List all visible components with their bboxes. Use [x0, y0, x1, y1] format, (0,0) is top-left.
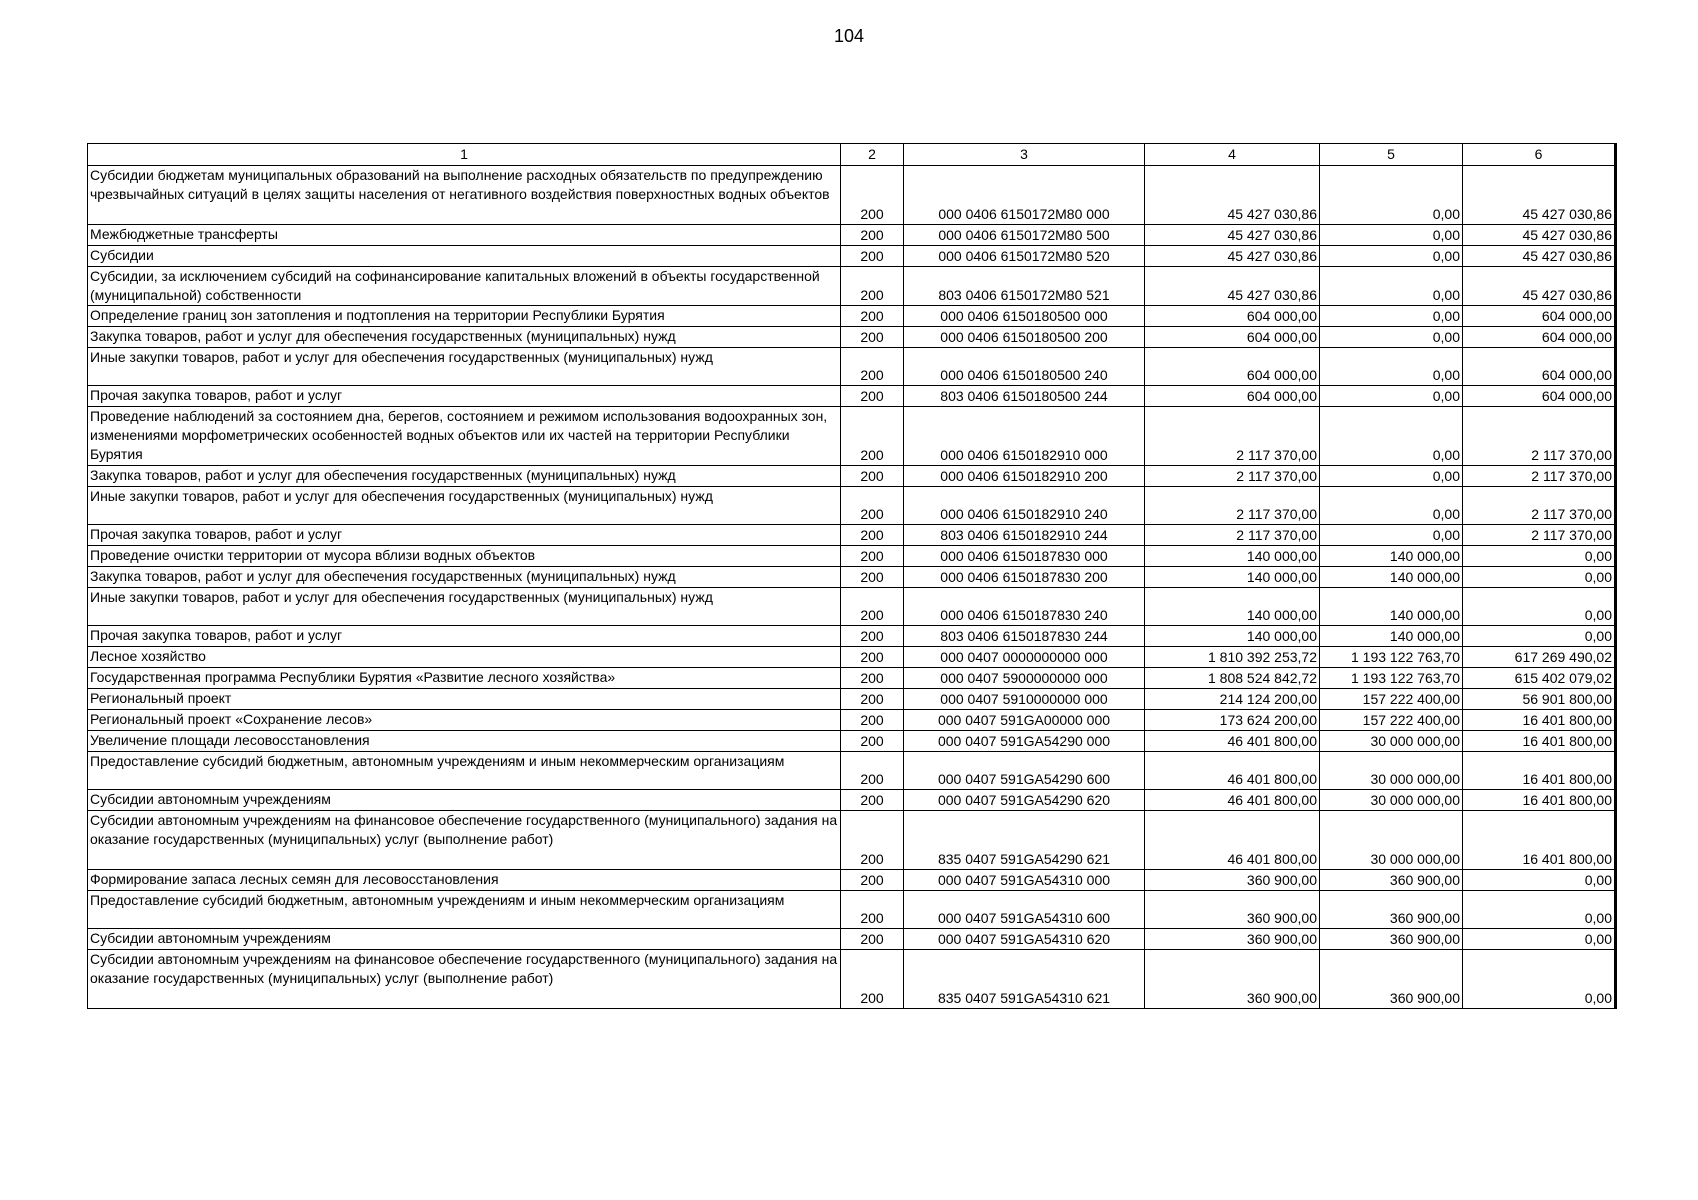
row-name: Закупка товаров, работ и услуг для обеспечения государственных (муниципальных) нужд — [88, 327, 841, 348]
row-value-col6: 45 427 030,86 — [1463, 225, 1616, 246]
row-admin-code: 200 — [841, 348, 904, 386]
row-admin-code: 200 — [841, 929, 904, 950]
row-value-col4: 45 427 030,86 — [1145, 166, 1320, 225]
row-budget-code: 000 0407 591GA54290 000 — [904, 731, 1145, 752]
row-value-col6: 2 117 370,00 — [1463, 525, 1616, 546]
row-value-col6: 45 427 030,86 — [1463, 166, 1616, 225]
table-row — [88, 752, 1616, 790]
row-name: Иные закупки товаров, работ и услуг для обеспечения государственных (муниципальных) нужд — [88, 348, 841, 386]
row-value-col6: 2 117 370,00 — [1463, 466, 1616, 487]
row-admin-code: 200 — [841, 668, 904, 689]
row-budget-code: 000 0407 591GA54310 000 — [904, 870, 1145, 891]
row-budget-code: 000 0406 6150180500 240 — [904, 348, 1145, 386]
row-admin-code: 200 — [841, 891, 904, 929]
row-value-col4: 1 810 392 253,72 — [1145, 647, 1320, 668]
row-value-col4: 173 624 200,00 — [1145, 710, 1320, 731]
row-value-col4: 360 900,00 — [1145, 891, 1320, 929]
row-value-col6: 604 000,00 — [1463, 327, 1616, 348]
row-budget-code: 000 0406 6150172M80 000 — [904, 166, 1145, 225]
row-value-col6: 2 117 370,00 — [1463, 407, 1616, 466]
row-value-col4: 2 117 370,00 — [1145, 525, 1320, 546]
row-value-col6: 0,00 — [1463, 546, 1616, 567]
row-value-col4: 360 900,00 — [1145, 929, 1320, 950]
row-value-col5: 157 222 400,00 — [1320, 689, 1463, 710]
row-value-col4: 604 000,00 — [1145, 306, 1320, 327]
table-row — [88, 166, 1616, 225]
row-budget-code: 000 0406 6150182910 200 — [904, 466, 1145, 487]
row-value-col5: 0,00 — [1320, 407, 1463, 466]
table-row — [88, 386, 1616, 407]
row-value-col4: 46 401 800,00 — [1145, 731, 1320, 752]
column-number-row — [88, 144, 1616, 166]
row-admin-code: 200 — [841, 626, 904, 647]
row-admin-code: 200 — [841, 588, 904, 626]
row-admin-code: 200 — [841, 870, 904, 891]
row-name: Прочая закупка товаров, работ и услуг — [88, 626, 841, 647]
row-value-col6: 16 401 800,00 — [1463, 710, 1616, 731]
row-value-col5: 360 900,00 — [1320, 929, 1463, 950]
column-header: 6 — [1463, 144, 1616, 166]
row-budget-code: 803 0406 6150182910 244 — [904, 525, 1145, 546]
row-value-col6: 604 000,00 — [1463, 348, 1616, 386]
row-name: Региональный проект «Сохранение лесов» — [88, 710, 841, 731]
row-value-col6: 45 427 030,86 — [1463, 246, 1616, 267]
row-value-col6: 16 401 800,00 — [1463, 811, 1616, 870]
table-row — [88, 870, 1616, 891]
row-value-col5: 360 900,00 — [1320, 870, 1463, 891]
row-value-col6: 45 427 030,86 — [1463, 267, 1616, 306]
row-value-col6: 0,00 — [1463, 626, 1616, 647]
row-value-col5: 1 193 122 763,70 — [1320, 647, 1463, 668]
table-row — [88, 929, 1616, 950]
row-value-col5: 30 000 000,00 — [1320, 790, 1463, 811]
row-value-col4: 604 000,00 — [1145, 348, 1320, 386]
row-value-col4: 140 000,00 — [1145, 567, 1320, 588]
table-row — [88, 668, 1616, 689]
row-admin-code: 200 — [841, 327, 904, 348]
row-value-col5: 0,00 — [1320, 348, 1463, 386]
table-row — [88, 246, 1616, 267]
column-header: 3 — [904, 144, 1145, 166]
table-row — [88, 487, 1616, 525]
row-name: Проведение наблюдений за состоянием дна, берегов, состоянием и режимом использования водоохранных зон, изменениями морфометрических особенностей водных объектов или их частей на территории Республики Бурятия — [88, 407, 841, 466]
row-name: Субсидии автономным учреждениям — [88, 790, 841, 811]
table-row — [88, 327, 1616, 348]
row-admin-code: 200 — [841, 166, 904, 225]
row-budget-code: 000 0407 591GA54310 620 — [904, 929, 1145, 950]
row-value-col6: 16 401 800,00 — [1463, 731, 1616, 752]
row-name: Иные закупки товаров, работ и услуг для обеспечения государственных (муниципальных) нужд — [88, 588, 841, 626]
row-value-col6: 604 000,00 — [1463, 386, 1616, 407]
row-name: Закупка товаров, работ и услуг для обеспечения государственных (муниципальных) нужд — [88, 466, 841, 487]
row-budget-code: 000 0406 6150187830 000 — [904, 546, 1145, 567]
row-budget-code: 000 0407 5900000000 000 — [904, 668, 1145, 689]
row-value-col5: 157 222 400,00 — [1320, 710, 1463, 731]
row-value-col4: 45 427 030,86 — [1145, 267, 1320, 306]
row-admin-code: 200 — [841, 790, 904, 811]
row-value-col4: 360 900,00 — [1145, 870, 1320, 891]
row-admin-code: 200 — [841, 811, 904, 870]
column-header: 4 — [1145, 144, 1320, 166]
row-value-col5: 0,00 — [1320, 487, 1463, 525]
row-admin-code: 200 — [841, 525, 904, 546]
row-value-col6: 0,00 — [1463, 891, 1616, 929]
row-value-col5: 140 000,00 — [1320, 567, 1463, 588]
row-value-col6: 56 901 800,00 — [1463, 689, 1616, 710]
table-row — [88, 950, 1616, 1009]
row-admin-code: 200 — [841, 546, 904, 567]
table-row — [88, 647, 1616, 668]
row-name: Субсидии, за исключением субсидий на софинансирование капитальных вложений в объекты государственной (муниципальной) собственности — [88, 267, 841, 306]
row-value-col5: 360 900,00 — [1320, 891, 1463, 929]
row-admin-code: 200 — [841, 487, 904, 525]
row-name: Предоставление субсидий бюджетным, автономным учреждениям и иным некоммерческим организациям — [88, 752, 841, 790]
row-value-col4: 1 808 524 842,72 — [1145, 668, 1320, 689]
row-value-col4: 2 117 370,00 — [1145, 407, 1320, 466]
row-budget-code: 000 0406 6150182910 000 — [904, 407, 1145, 466]
row-budget-code: 803 0406 6150180500 244 — [904, 386, 1145, 407]
row-admin-code: 200 — [841, 950, 904, 1009]
row-value-col4: 46 401 800,00 — [1145, 811, 1320, 870]
row-admin-code: 200 — [841, 225, 904, 246]
row-budget-code: 000 0407 591GA54290 600 — [904, 752, 1145, 790]
table-row — [88, 689, 1616, 710]
row-budget-code: 000 0406 6150187830 200 — [904, 567, 1145, 588]
row-name: Субсидии автономным учреждениям на финансовое обеспечение государственного (муниципального) задания на оказание государственных (муниципальных) услуг (выполнение работ) — [88, 950, 841, 1009]
table-row — [88, 811, 1616, 870]
row-name: Субсидии — [88, 246, 841, 267]
table-row — [88, 267, 1616, 306]
row-admin-code: 200 — [841, 647, 904, 668]
row-admin-code: 200 — [841, 267, 904, 306]
row-name: Лесное хозяйство — [88, 647, 841, 668]
row-value-col5: 140 000,00 — [1320, 588, 1463, 626]
table-row — [88, 891, 1616, 929]
row-value-col5: 0,00 — [1320, 327, 1463, 348]
row-value-col5: 140 000,00 — [1320, 626, 1463, 647]
row-name: Прочая закупка товаров, работ и услуг — [88, 525, 841, 546]
column-header: 2 — [841, 144, 904, 166]
row-value-col4: 45 427 030,86 — [1145, 225, 1320, 246]
row-name: Формирование запаса лесных семян для лесовосстановления — [88, 870, 841, 891]
row-value-col4: 2 117 370,00 — [1145, 466, 1320, 487]
row-budget-code: 000 0406 6150187830 240 — [904, 588, 1145, 626]
row-value-col4: 140 000,00 — [1145, 626, 1320, 647]
table-row — [88, 525, 1616, 546]
row-value-col6: 604 000,00 — [1463, 306, 1616, 327]
column-header: 1 — [88, 144, 841, 166]
row-admin-code: 200 — [841, 710, 904, 731]
row-value-col4: 46 401 800,00 — [1145, 752, 1320, 790]
row-value-col6: 0,00 — [1463, 567, 1616, 588]
row-budget-code: 000 0407 0000000000 000 — [904, 647, 1145, 668]
row-value-col5: 360 900,00 — [1320, 950, 1463, 1009]
row-budget-code: 000 0406 6150172M80 500 — [904, 225, 1145, 246]
row-budget-code: 803 0406 6150172M80 521 — [904, 267, 1145, 306]
row-value-col4: 140 000,00 — [1145, 546, 1320, 567]
table-row — [88, 306, 1616, 327]
row-value-col5: 0,00 — [1320, 166, 1463, 225]
row-name: Межбюджетные трансферты — [88, 225, 841, 246]
row-name: Субсидии автономным учреждениям — [88, 929, 841, 950]
table-row — [88, 407, 1616, 466]
row-value-col5: 0,00 — [1320, 267, 1463, 306]
row-value-col4: 2 117 370,00 — [1145, 487, 1320, 525]
row-value-col5: 0,00 — [1320, 386, 1463, 407]
row-budget-code: 000 0407 591GA54310 600 — [904, 891, 1145, 929]
table-row — [88, 790, 1616, 811]
row-budget-code: 803 0406 6150187830 244 — [904, 626, 1145, 647]
row-value-col6: 0,00 — [1463, 929, 1616, 950]
table-row — [88, 731, 1616, 752]
row-value-col4: 604 000,00 — [1145, 386, 1320, 407]
budget-table — [87, 143, 1617, 1009]
row-admin-code: 200 — [841, 407, 904, 466]
page-number: 104 — [833, 26, 865, 46]
table-row — [88, 225, 1616, 246]
table-row — [88, 626, 1616, 647]
row-value-col5: 30 000 000,00 — [1320, 752, 1463, 790]
row-name: Субсидии автономным учреждениям на финансовое обеспечение государственного (муниципального) задания на оказание государственных (муниципальных) услуг (выполнение работ) — [88, 811, 841, 870]
row-admin-code: 200 — [841, 246, 904, 267]
row-name: Проведение очистки территории от мусора вблизи водных объектов — [88, 546, 841, 567]
row-budget-code: 000 0406 6150182910 240 — [904, 487, 1145, 525]
row-admin-code: 200 — [841, 306, 904, 327]
row-budget-code: 000 0407 591GA00000 000 — [904, 710, 1145, 731]
row-admin-code: 200 — [841, 731, 904, 752]
row-value-col5: 0,00 — [1320, 225, 1463, 246]
row-name: Определение границ зон затопления и подтопления на территории Республики Бурятия — [88, 306, 841, 327]
row-admin-code: 200 — [841, 752, 904, 790]
table-row — [88, 348, 1616, 386]
row-name: Региональный проект — [88, 689, 841, 710]
row-admin-code: 200 — [841, 386, 904, 407]
row-value-col5: 1 193 122 763,70 — [1320, 668, 1463, 689]
row-name: Предоставление субсидий бюджетным, автономным учреждениям и иным некоммерческим организациям — [88, 891, 841, 929]
row-budget-code: 000 0407 5910000000 000 — [904, 689, 1145, 710]
row-value-col5: 0,00 — [1320, 466, 1463, 487]
table-row — [88, 588, 1616, 626]
table-row — [88, 546, 1616, 567]
table-body — [88, 166, 1616, 1009]
row-value-col5: 140 000,00 — [1320, 546, 1463, 567]
row-admin-code: 200 — [841, 466, 904, 487]
row-value-col4: 604 000,00 — [1145, 327, 1320, 348]
row-budget-code: 000 0406 6150180500 000 — [904, 306, 1145, 327]
row-value-col6: 617 269 490,02 — [1463, 647, 1616, 668]
row-name: Государственная программа Республики Бурятия «Развитие лесного хозяйства» — [88, 668, 841, 689]
row-budget-code: 835 0407 591GA54290 621 — [904, 811, 1145, 870]
row-value-col6: 0,00 — [1463, 870, 1616, 891]
row-value-col4: 140 000,00 — [1145, 588, 1320, 626]
table-row — [88, 466, 1616, 487]
row-value-col6: 0,00 — [1463, 950, 1616, 1009]
row-budget-code: 000 0406 6150172M80 520 — [904, 246, 1145, 267]
row-budget-code: 000 0406 6150180500 200 — [904, 327, 1145, 348]
row-value-col5: 0,00 — [1320, 306, 1463, 327]
row-admin-code: 200 — [841, 567, 904, 588]
row-value-col5: 0,00 — [1320, 246, 1463, 267]
row-value-col5: 0,00 — [1320, 525, 1463, 546]
row-value-col4: 214 124 200,00 — [1145, 689, 1320, 710]
row-value-col4: 360 900,00 — [1145, 950, 1320, 1009]
row-name: Иные закупки товаров, работ и услуг для обеспечения государственных (муниципальных) нужд — [88, 487, 841, 525]
row-value-col6: 2 117 370,00 — [1463, 487, 1616, 525]
row-value-col6: 615 402 079,02 — [1463, 668, 1616, 689]
row-name: Увеличение площади лесовосстановления — [88, 731, 841, 752]
table-row — [88, 567, 1616, 588]
row-budget-code: 835 0407 591GA54310 621 — [904, 950, 1145, 1009]
row-name: Субсидии бюджетам муниципальных образований на выполнение расходных обязательств по предупреждению чрезвычайных ситуаций в целях защиты населения от негативного воздействия поверхностных водных объектов — [88, 166, 841, 225]
row-budget-code: 000 0407 591GA54290 620 — [904, 790, 1145, 811]
row-admin-code: 200 — [841, 689, 904, 710]
row-value-col5: 30 000 000,00 — [1320, 811, 1463, 870]
row-value-col6: 16 401 800,00 — [1463, 752, 1616, 790]
row-name: Прочая закупка товаров, работ и услуг — [88, 386, 841, 407]
row-value-col6: 16 401 800,00 — [1463, 790, 1616, 811]
row-value-col4: 45 427 030,86 — [1145, 246, 1320, 267]
row-value-col6: 0,00 — [1463, 588, 1616, 626]
row-name: Закупка товаров, работ и услуг для обеспечения государственных (муниципальных) нужд — [88, 567, 841, 588]
row-value-col5: 30 000 000,00 — [1320, 731, 1463, 752]
table-row — [88, 710, 1616, 731]
column-header: 5 — [1320, 144, 1463, 166]
row-value-col4: 46 401 800,00 — [1145, 790, 1320, 811]
